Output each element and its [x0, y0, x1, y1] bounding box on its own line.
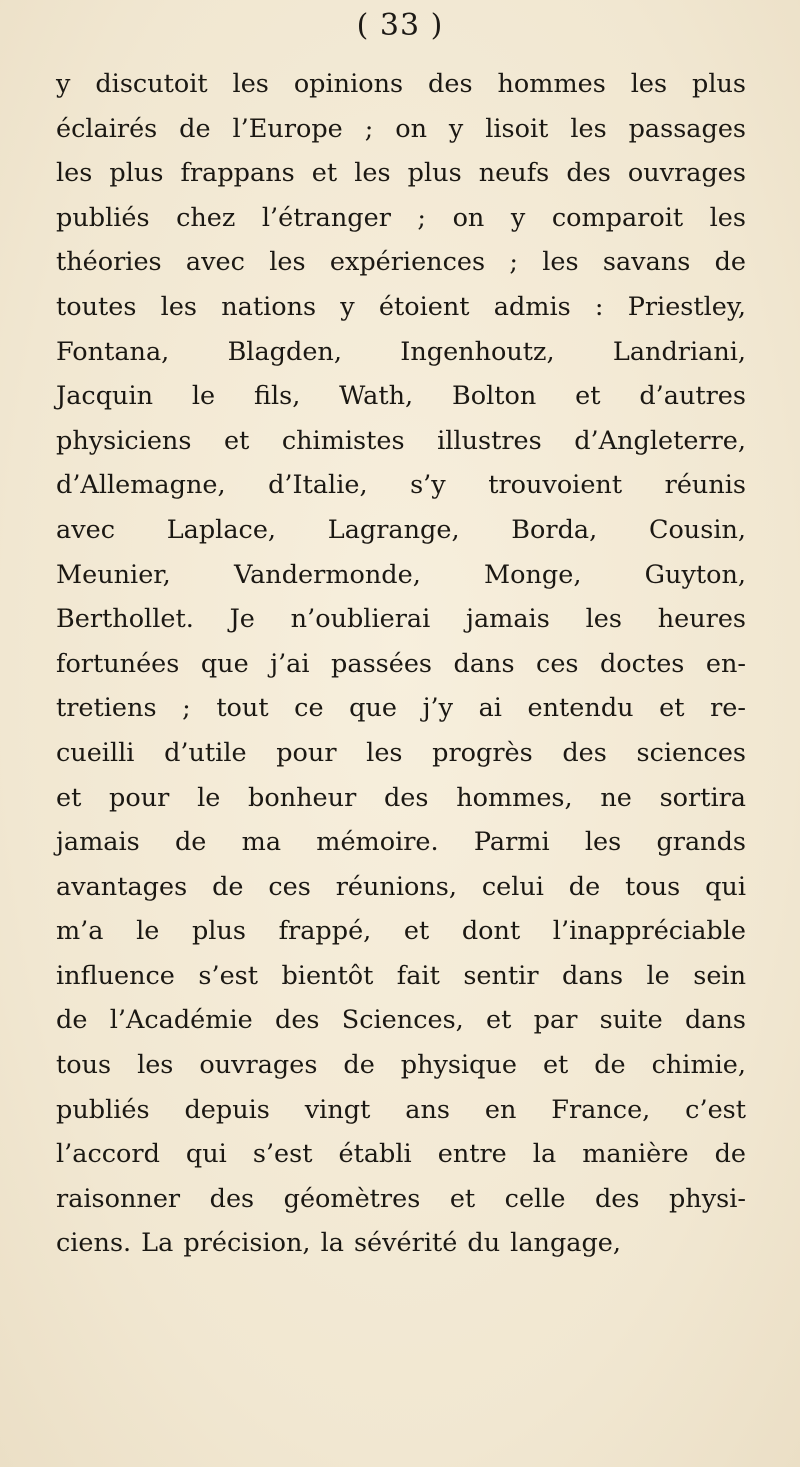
text-line: avec Laplace, Lagrange, Borda, Cousin,	[56, 514, 746, 545]
page-number: ( 33 )	[356, 8, 444, 43]
text-line: cueilli d’utile pour les progrès des sciences	[56, 737, 746, 768]
text-line: les plus frappans et les plus neufs des ouvrages	[56, 158, 746, 189]
text-line: tous les ouvrages de physique et de chimie,	[56, 1050, 746, 1081]
text-line: Fontana, Blagden, Ingenhoutz, Landriani,	[56, 336, 746, 367]
text-line: influence s’est bientôt fait sentir dans le sein	[56, 960, 746, 991]
text-line: éclairés de l’Europe ; on y lisoit les passages	[56, 113, 746, 144]
text-line: physiciens et chimistes illustres d’Angleterre,	[56, 425, 746, 456]
text-line: théories avec les expériences ; les savans de	[56, 247, 746, 278]
text-line: jamais de ma mémoire. Parmi les grands	[56, 827, 746, 858]
text-line: publiés depuis vingt ans en France, c’est	[56, 1094, 746, 1125]
text-line: de l’Académie des Sciences, et par suite dans	[56, 1005, 746, 1036]
text-line: m’a le plus frappé, et dont l’inappréciable	[56, 916, 746, 947]
text-line: fortunées que j’ai passées dans ces doctes en-	[56, 648, 746, 679]
text-line: y discutoit les opinions des hommes les plus	[56, 69, 746, 99]
text-line: Jacquin le fils, Wath, Bolton et d’autres	[56, 381, 746, 412]
text-line: et pour le bonheur des hommes, ne sortira	[56, 782, 746, 813]
text-line: tretiens ; tout ce que j’y ai entendu et re-	[56, 693, 746, 724]
text-line: Meunier, Vandermonde, Monge, Guyton,	[56, 559, 746, 590]
text-line: Berthollet. Je n’oublierai jamais les heures	[56, 604, 746, 635]
text-line: toutes les nations y étoient admis : Priestley,	[56, 291, 746, 322]
body-text	[56, 62, 746, 1266]
text-line: ciens. La précision, la sévérité du langage,	[56, 1228, 621, 1259]
text-line: raisonner des géomètres et celle des physi-	[56, 1183, 746, 1214]
text-line: d’Allemagne, d’Italie, s’y trouvoient réunis	[56, 470, 746, 501]
text-line: l’accord qui s’est établi entre la manière de	[56, 1139, 746, 1170]
text-line: publiés chez l’étranger ; on y comparoit les	[56, 202, 746, 233]
text-line: avantages de ces réunions, celui de tous qui	[56, 871, 746, 902]
